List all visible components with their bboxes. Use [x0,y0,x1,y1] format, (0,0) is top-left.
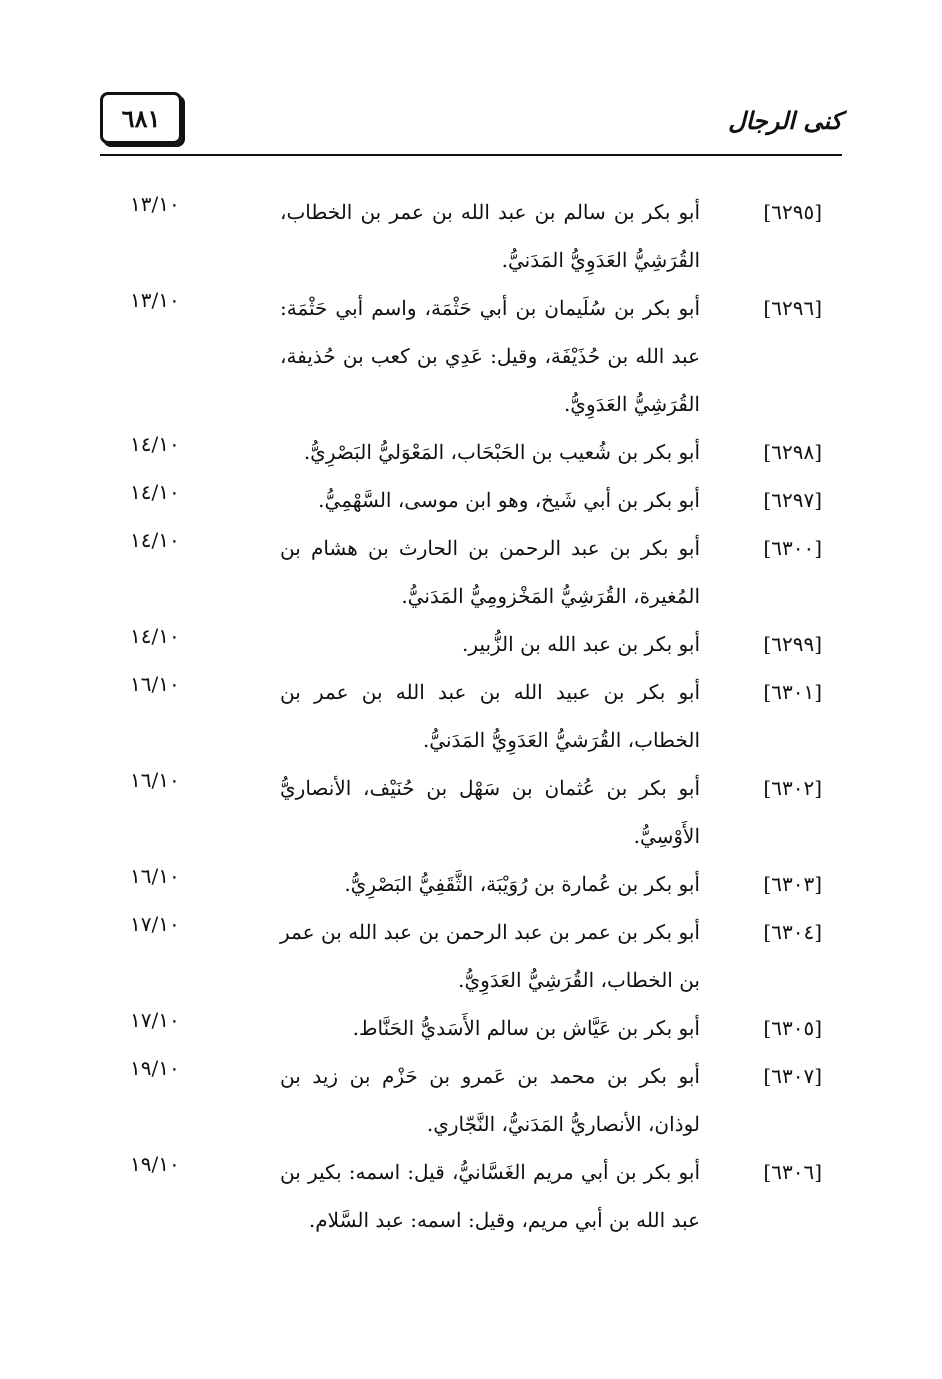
entry-number: [٦٢٩٧] [763,488,822,512]
entry-reference: ١٩/١٠ [130,1056,180,1080]
entry-text: أبو بكر بن عبد الرحمن بن الحارث بن هشام بن المُغيرة، القُرَشِيُّ المَخْزومِيُّ المَدَنيُّ. [280,536,700,608]
entry-number: [٦٣٠٤] [763,920,822,944]
entry [100,860,830,908]
entry-reference: ١٦/١٠ [130,768,180,792]
entry-text: أبو بكر بن سالم بن عبد الله بن عمر بن الخطاب، القُرَشِيُّ العَدَوِيُّ المَدَنيُّ. [280,200,700,272]
entry-text: أبو بكر بن عَيَّاش بن سالم الأَسَديُّ الحَنَّاط. [352,1016,700,1040]
entry-number: [٦٣٠٠] [763,536,822,560]
entry-number: [٦٣٠١] [763,680,822,704]
entry-number: [٦٢٩٨] [763,440,822,464]
entry [100,1004,830,1052]
entry-text: أبو بكر بن عبد الله بن الزُّبير. [462,632,700,656]
entry-number: [٦٣٠٦] [763,1160,822,1184]
entry [100,908,830,1004]
entry [100,188,830,284]
entry-list [100,188,830,1244]
entry-reference: ١٦/١٠ [130,672,180,696]
entry-text: أبو بكر بن سُلَيمان بن أبي حَثْمَة، واسم أبي حَثْمَة: عبد الله بن حُذَيْفَة، وقيل: عَدِي بن كعب بن حُذيفة، القُرَشِيُّ العَدَوِيُّ. [280,296,700,416]
entry-number: [٦٣٠٧] [763,1064,822,1088]
entry-text: أبو بكر بن عبيد الله بن عبد الله بن عمر بن الخطاب، القُرَشيُّ العَدَوِيُّ المَدَنيُّ. [280,680,700,752]
entry [100,524,830,620]
entry-text: أبو بكر بن محمد بن عَمرو بن حَزْم بن زيد بن لوذان، الأنصاريُّ المَدَنيُّ، النَّجّاري. [280,1064,700,1136]
running-title: كنى الرجال [728,106,842,135]
entry-reference: ١٤/١٠ [130,432,180,456]
entry-number: [٦٣٠٢] [763,776,822,800]
entry [100,476,830,524]
entry-number: [٦٢٩٩] [763,632,822,656]
entry-text: أبو بكر بن عُثمان بن سَهْل بن حُنَيْف، الأنصاريُّ الأَوْسِيُّ. [280,776,700,848]
entry-number: [٦٣٠٣] [763,872,822,896]
entry-text: أبو بكر بن أبي مريم الغَسَّانيُّ، قيل: اسمه: بكير بن عبد الله بن أبي مريم، وقيل: اسمه: عبد السَّلام. [280,1160,700,1232]
entry-reference: ١٤/١٠ [130,480,180,504]
entry-reference: ١٣/١٠ [130,288,180,312]
entry [100,284,830,428]
entry [100,620,830,668]
page-header [100,92,842,156]
entry [100,1052,830,1148]
entry-reference: ١٣/١٠ [130,192,180,216]
entry-reference: ١٦/١٠ [130,864,180,888]
entry-text: أبو بكر بن عمر بن عبد الرحمن بن عبد الله بن عمر بن الخطاب، القُرَشِيُّ العَدَوِيُّ. [280,920,700,992]
entry [100,1148,830,1244]
entry [100,428,830,476]
entry-text: أبو بكر بن أبي شَيخ، وهو ابن موسى، السَّهْمِيُّ. [318,488,700,512]
entry-number: [٦٢٩٦] [763,296,822,320]
entry-number: [٦٢٩٥] [763,200,822,224]
entry-reference: ١٧/١٠ [130,912,180,936]
entry-number: [٦٣٠٥] [763,1016,822,1040]
entry-text: أبو بكر بن عُمارة بن رُوَيْبَة، الثَّقَفِيُّ البَصْرِيُّ. [344,872,700,896]
entry-reference: ١٤/١٠ [130,624,180,648]
entry [100,764,830,860]
entry [100,668,830,764]
entry-text: أبو بكر بن شُعيب بن الحَبْحَاب، المَعْوَليُّ البَصْرِيُّ. [303,440,700,464]
page-number: ٦٨١ [100,92,182,144]
entry-reference: ١٤/١٠ [130,528,180,552]
entry-reference: ١٧/١٠ [130,1008,180,1032]
entry-reference: ١٩/١٠ [130,1152,180,1176]
